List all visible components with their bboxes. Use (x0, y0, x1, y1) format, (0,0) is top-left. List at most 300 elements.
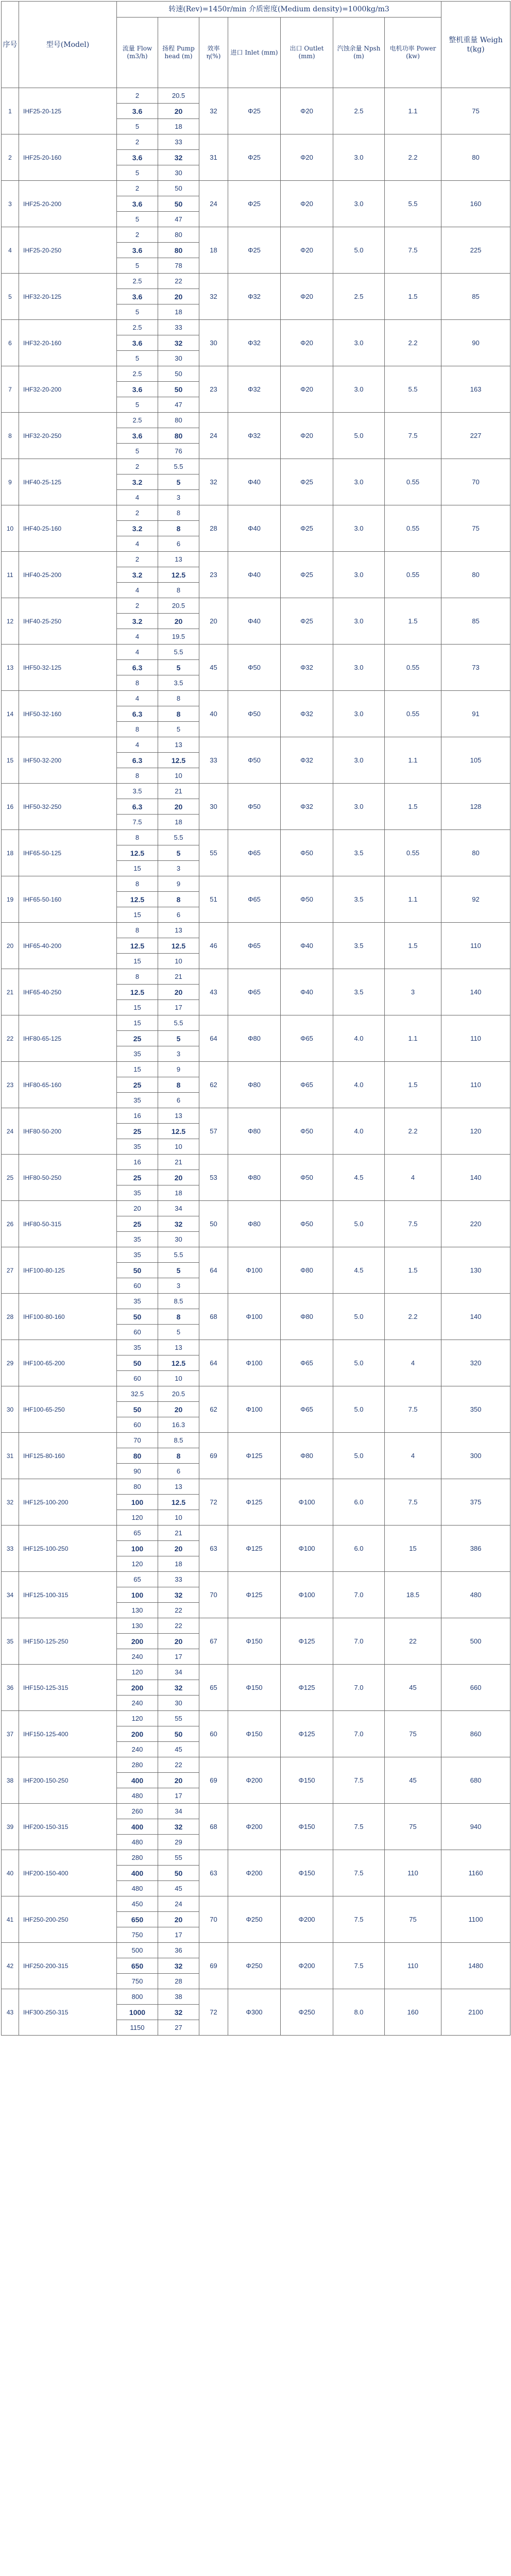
table-row (2, 737, 510, 753)
npsh-value: 7.0 (333, 1711, 385, 1757)
model-name: IHF200-150-315 (19, 1804, 117, 1850)
outlet-value: Φ125 (281, 1665, 333, 1711)
row-number: 10 (2, 505, 19, 552)
efficiency-value: 68 (199, 1294, 228, 1340)
flow-value: 35 (117, 1340, 158, 1355)
efficiency-value: 30 (199, 320, 228, 366)
npsh-value: 3.5 (333, 969, 385, 1015)
model-name: IHF80-50-315 (19, 1201, 117, 1247)
table-row (2, 1340, 510, 1355)
npsh-value: 5.0 (333, 1386, 385, 1433)
head-value: 32 (158, 150, 199, 165)
flow-value: 15 (117, 907, 158, 923)
head-value: 12.5 (158, 567, 199, 583)
flow-value: 25 (117, 1077, 158, 1093)
head-value: 80 (158, 413, 199, 428)
npsh-value: 2.5 (333, 88, 385, 134)
npsh-value: 7.0 (333, 1665, 385, 1711)
head-value: 17 (158, 1927, 199, 1943)
head-value: 6 (158, 1093, 199, 1108)
flow-value: 80 (117, 1479, 158, 1495)
head-value: 20 (158, 289, 199, 304)
row-number: 24 (2, 1108, 19, 1155)
flow-value: 200 (117, 1634, 158, 1649)
outlet-value: Φ20 (281, 134, 333, 181)
power-value: 160 (385, 1989, 441, 2036)
flow-value: 25 (117, 1170, 158, 1185)
outlet-value: Φ32 (281, 737, 333, 784)
row-number: 16 (2, 784, 19, 830)
flow-value: 5 (117, 444, 158, 459)
weight-value: 80 (441, 830, 510, 876)
table-row (2, 645, 510, 660)
flow-value: 100 (117, 1495, 158, 1510)
header-npsh: 汽蚀余量 Npsh (m) (333, 18, 385, 88)
flow-value: 480 (117, 1881, 158, 1896)
row-number: 27 (2, 1247, 19, 1294)
head-value: 20 (158, 1773, 199, 1788)
flow-value: 650 (117, 1912, 158, 1927)
flow-value: 4 (117, 737, 158, 753)
head-value: 10 (158, 1139, 199, 1155)
inlet-value: Φ32 (228, 366, 281, 413)
outlet-value: Φ20 (281, 366, 333, 413)
table-row (2, 274, 510, 289)
power-value: 0.55 (385, 552, 441, 598)
inlet-value: Φ150 (228, 1711, 281, 1757)
npsh-value: 3.0 (333, 134, 385, 181)
flow-value: 35 (117, 1232, 158, 1247)
head-value: 80 (158, 243, 199, 258)
row-number: 1 (2, 88, 19, 134)
table-row (2, 1062, 510, 1077)
head-value: 12.5 (158, 753, 199, 768)
power-value: 2.2 (385, 1294, 441, 1340)
head-value: 20 (158, 985, 199, 1000)
row-number: 28 (2, 1294, 19, 1340)
table-row (2, 1896, 510, 1912)
model-name: IHF25-20-250 (19, 227, 117, 274)
efficiency-value: 63 (199, 1526, 228, 1572)
flow-value: 25 (117, 1124, 158, 1139)
head-value: 30 (158, 351, 199, 366)
flow-value: 15 (117, 861, 158, 876)
weight-value: 80 (441, 134, 510, 181)
power-value: 7.5 (385, 1201, 441, 1247)
inlet-value: Φ25 (228, 134, 281, 181)
head-value: 12.5 (158, 1124, 199, 1139)
weight-value: 220 (441, 1201, 510, 1247)
inlet-value: Φ125 (228, 1526, 281, 1572)
head-value: 27 (158, 2020, 199, 2036)
flow-value: 800 (117, 1989, 158, 2005)
flow-value: 5 (117, 304, 158, 320)
flow-value: 5 (117, 119, 158, 134)
row-number: 15 (2, 737, 19, 784)
efficiency-value: 69 (199, 1757, 228, 1804)
weight-value: 110 (441, 1062, 510, 1108)
row-number: 25 (2, 1155, 19, 1201)
flow-value: 2 (117, 181, 158, 196)
table-row (2, 1526, 510, 1541)
flow-value: 480 (117, 1835, 158, 1850)
npsh-value: 5.0 (333, 227, 385, 274)
header-weight: 整机重量 Weigh t(kg) (441, 2, 510, 88)
flow-value: 35 (117, 1185, 158, 1201)
weight-value: 480 (441, 1572, 510, 1618)
inlet-value: Φ65 (228, 830, 281, 876)
row-number: 12 (2, 598, 19, 645)
outlet-value: Φ32 (281, 691, 333, 737)
weight-value: 140 (441, 1155, 510, 1201)
model-name: IHF40-25-160 (19, 505, 117, 552)
outlet-value: Φ20 (281, 413, 333, 459)
inlet-value: Φ100 (228, 1340, 281, 1386)
flow-value: 260 (117, 1804, 158, 1819)
npsh-value: 4.0 (333, 1062, 385, 1108)
outlet-value: Φ250 (281, 1989, 333, 2036)
table-row (2, 1015, 510, 1031)
inlet-value: Φ50 (228, 737, 281, 784)
npsh-value: 3.5 (333, 876, 385, 923)
head-value: 8 (158, 521, 199, 536)
efficiency-value: 46 (199, 923, 228, 969)
flow-value: 1150 (117, 2020, 158, 2036)
row-number: 33 (2, 1526, 19, 1572)
weight-value: 105 (441, 737, 510, 784)
inlet-value: Φ200 (228, 1850, 281, 1896)
head-value: 13 (158, 923, 199, 938)
head-value: 5 (158, 1263, 199, 1278)
head-value: 8 (158, 583, 199, 598)
power-value: 1.5 (385, 923, 441, 969)
flow-value: 35 (117, 1139, 158, 1155)
flow-value: 4 (117, 645, 158, 660)
power-value: 7.5 (385, 1479, 441, 1526)
npsh-value: 7.5 (333, 1943, 385, 1989)
outlet-value: Φ100 (281, 1526, 333, 1572)
head-value: 8 (158, 1309, 199, 1325)
efficiency-value: 24 (199, 413, 228, 459)
flow-value: 65 (117, 1526, 158, 1541)
weight-value: 300 (441, 1433, 510, 1479)
weight-value: 91 (441, 691, 510, 737)
inlet-value: Φ100 (228, 1294, 281, 1340)
efficiency-value: 70 (199, 1896, 228, 1943)
npsh-value: 8.0 (333, 1989, 385, 2036)
model-name: IHF80-65-160 (19, 1062, 117, 1108)
outlet-value: Φ65 (281, 1062, 333, 1108)
efficiency-value: 69 (199, 1943, 228, 1989)
power-value: 0.55 (385, 505, 441, 552)
model-name: IHF25-20-125 (19, 88, 117, 134)
flow-value: 8 (117, 969, 158, 985)
outlet-value: Φ32 (281, 784, 333, 830)
head-value: 78 (158, 258, 199, 274)
row-number: 39 (2, 1804, 19, 1850)
power-value: 1.1 (385, 1015, 441, 1062)
outlet-value: Φ150 (281, 1757, 333, 1804)
power-value: 0.55 (385, 691, 441, 737)
model-name: IHF125-100-200 (19, 1479, 117, 1526)
flow-value: 8 (117, 923, 158, 938)
table-row (2, 691, 510, 706)
flow-value: 6.3 (117, 660, 158, 675)
head-value: 19.5 (158, 629, 199, 645)
weight-value: 386 (441, 1526, 510, 1572)
weight-value: 660 (441, 1665, 510, 1711)
head-value: 32 (158, 1216, 199, 1232)
inlet-value: Φ50 (228, 784, 281, 830)
head-value: 8 (158, 892, 199, 907)
head-value: 33 (158, 320, 199, 335)
header-head: 扬程 Pump head (m) (158, 18, 199, 88)
model-name: IHF200-150-250 (19, 1757, 117, 1804)
table-row (2, 181, 510, 196)
head-value: 36 (158, 1943, 199, 1958)
table-row (2, 598, 510, 614)
power-value: 3 (385, 969, 441, 1015)
row-number: 41 (2, 1896, 19, 1943)
power-value: 5.5 (385, 366, 441, 413)
outlet-value: Φ50 (281, 876, 333, 923)
weight-value: 140 (441, 1294, 510, 1340)
head-value: 50 (158, 382, 199, 397)
power-value: 75 (385, 1804, 441, 1850)
table-row (2, 1804, 510, 1819)
head-value: 55 (158, 1850, 199, 1866)
power-value: 0.55 (385, 830, 441, 876)
row-number: 8 (2, 413, 19, 459)
flow-value: 60 (117, 1417, 158, 1433)
head-value: 10 (158, 768, 199, 784)
inlet-value: Φ40 (228, 552, 281, 598)
flow-value: 1000 (117, 2005, 158, 2020)
flow-value: 15 (117, 1062, 158, 1077)
flow-value: 4 (117, 490, 158, 505)
inlet-value: Φ65 (228, 923, 281, 969)
flow-value: 2 (117, 459, 158, 474)
row-number: 6 (2, 320, 19, 366)
model-name: IHF50-32-125 (19, 645, 117, 691)
table-row (2, 1479, 510, 1495)
head-value: 5 (158, 722, 199, 737)
npsh-value: 5.0 (333, 1340, 385, 1386)
table-row (2, 1294, 510, 1309)
inlet-value: Φ80 (228, 1015, 281, 1062)
weight-value: 225 (441, 227, 510, 274)
head-value: 34 (158, 1201, 199, 1216)
row-number: 18 (2, 830, 19, 876)
row-number: 2 (2, 134, 19, 181)
head-value: 10 (158, 1510, 199, 1526)
efficiency-value: 64 (199, 1340, 228, 1386)
weight-value: 350 (441, 1386, 510, 1433)
header-flow: 流量 Flow (m3/h) (117, 18, 158, 88)
table-row (2, 413, 510, 428)
head-value: 8 (158, 691, 199, 706)
head-value: 30 (158, 1696, 199, 1711)
outlet-value: Φ80 (281, 1433, 333, 1479)
table-row (2, 366, 510, 382)
flow-value: 8 (117, 876, 158, 892)
power-value: 0.55 (385, 459, 441, 505)
table-body (2, 88, 510, 2036)
inlet-value: Φ250 (228, 1896, 281, 1943)
npsh-value: 4.0 (333, 1015, 385, 1062)
outlet-value: Φ25 (281, 552, 333, 598)
flow-value: 240 (117, 1742, 158, 1757)
inlet-value: Φ65 (228, 969, 281, 1015)
row-number: 26 (2, 1201, 19, 1247)
model-name: IHF250-200-250 (19, 1896, 117, 1943)
table-row (2, 552, 510, 567)
flow-value: 2 (117, 552, 158, 567)
power-value: 45 (385, 1757, 441, 1804)
flow-value: 25 (117, 1031, 158, 1046)
npsh-value: 4.5 (333, 1155, 385, 1201)
flow-value: 400 (117, 1773, 158, 1788)
npsh-value: 5.0 (333, 413, 385, 459)
inlet-value: Φ40 (228, 505, 281, 552)
flow-value: 2 (117, 598, 158, 614)
table-row (2, 88, 510, 104)
efficiency-value: 23 (199, 552, 228, 598)
head-value: 3 (158, 861, 199, 876)
npsh-value: 5.0 (333, 1294, 385, 1340)
table-row (2, 1711, 510, 1726)
npsh-value: 3.0 (333, 366, 385, 413)
head-value: 20.5 (158, 598, 199, 614)
head-value: 20 (158, 1541, 199, 1556)
table-row (2, 1943, 510, 1958)
efficiency-value: 20 (199, 598, 228, 645)
efficiency-value: 62 (199, 1062, 228, 1108)
efficiency-value: 63 (199, 1850, 228, 1896)
head-value: 12.5 (158, 1355, 199, 1371)
flow-value: 12.5 (117, 845, 158, 861)
flow-value: 120 (117, 1665, 158, 1680)
inlet-value: Φ32 (228, 320, 281, 366)
flow-value: 100 (117, 1587, 158, 1603)
model-name: IHF32-20-250 (19, 413, 117, 459)
power-value: 1.5 (385, 598, 441, 645)
efficiency-value: 31 (199, 134, 228, 181)
flow-value: 3.5 (117, 784, 158, 799)
flow-value: 3.6 (117, 196, 158, 212)
flow-value: 200 (117, 1680, 158, 1696)
efficiency-value: 69 (199, 1433, 228, 1479)
power-value: 7.5 (385, 1386, 441, 1433)
flow-value: 2.5 (117, 366, 158, 382)
header-speed-density: 转速(Rev)=1450r/min 介质密度(Medium density)=1000kg/m3 (117, 2, 441, 18)
inlet-value: Φ250 (228, 1943, 281, 1989)
outlet-value: Φ65 (281, 1015, 333, 1062)
head-value: 32 (158, 1819, 199, 1835)
outlet-value: Φ50 (281, 830, 333, 876)
flow-value: 130 (117, 1603, 158, 1618)
power-value: 5.5 (385, 181, 441, 227)
npsh-value: 3.0 (333, 784, 385, 830)
power-value: 1.5 (385, 784, 441, 830)
flow-value: 35 (117, 1294, 158, 1309)
weight-value: 80 (441, 552, 510, 598)
flow-value: 12.5 (117, 985, 158, 1000)
row-number: 35 (2, 1618, 19, 1665)
power-value: 7.5 (385, 413, 441, 459)
efficiency-value: 53 (199, 1155, 228, 1201)
head-value: 33 (158, 1572, 199, 1587)
head-value: 5 (158, 845, 199, 861)
power-value: 75 (385, 1896, 441, 1943)
flow-value: 3.6 (117, 335, 158, 351)
flow-value: 4 (117, 629, 158, 645)
inlet-value: Φ125 (228, 1433, 281, 1479)
head-value: 13 (158, 1340, 199, 1355)
table-row (2, 1108, 510, 1124)
power-value: 18.5 (385, 1572, 441, 1618)
flow-value: 12.5 (117, 892, 158, 907)
power-value: 1.5 (385, 1062, 441, 1108)
table-row (2, 923, 510, 938)
header-inlet: 进口 Inlet (mm) (228, 18, 281, 88)
flow-value: 2.5 (117, 413, 158, 428)
head-value: 13 (158, 737, 199, 753)
head-value: 20.5 (158, 1386, 199, 1402)
flow-value: 50 (117, 1309, 158, 1325)
head-value: 20 (158, 104, 199, 119)
model-name: IHF65-40-250 (19, 969, 117, 1015)
inlet-value: Φ65 (228, 876, 281, 923)
npsh-value: 7.5 (333, 1896, 385, 1943)
header-outlet: 出口 Outlet (mm) (281, 18, 333, 88)
header-model: 型号(Model) (19, 2, 117, 88)
flow-value: 5 (117, 212, 158, 227)
model-name: IHF125-100-315 (19, 1572, 117, 1618)
table-row (2, 1989, 510, 2005)
outlet-value: Φ20 (281, 181, 333, 227)
efficiency-value: 50 (199, 1201, 228, 1247)
outlet-value: Φ20 (281, 227, 333, 274)
head-value: 20 (158, 799, 199, 815)
head-value: 20 (158, 1912, 199, 1927)
head-value: 13 (158, 1479, 199, 1495)
head-value: 32 (158, 2005, 199, 2020)
header-efficiency: 效率 η(%) (199, 18, 228, 88)
table-row (2, 134, 510, 150)
weight-value: 320 (441, 1340, 510, 1386)
inlet-value: Φ50 (228, 691, 281, 737)
model-name: IHF65-50-160 (19, 876, 117, 923)
table-row (2, 1572, 510, 1587)
model-name: IHF40-25-200 (19, 552, 117, 598)
flow-value: 8 (117, 722, 158, 737)
table-row (2, 1665, 510, 1680)
model-name: IHF100-65-200 (19, 1340, 117, 1386)
inlet-value: Φ100 (228, 1247, 281, 1294)
head-value: 8 (158, 1077, 199, 1093)
model-name: IHF200-150-400 (19, 1850, 117, 1896)
inlet-value: Φ25 (228, 181, 281, 227)
weight-value: 120 (441, 1108, 510, 1155)
head-value: 8.5 (158, 1433, 199, 1448)
head-value: 32 (158, 1958, 199, 1974)
npsh-value: 7.5 (333, 1757, 385, 1804)
model-name: IHF80-65-125 (19, 1015, 117, 1062)
head-value: 8 (158, 505, 199, 521)
npsh-value: 7.5 (333, 1850, 385, 1896)
weight-value: 90 (441, 320, 510, 366)
